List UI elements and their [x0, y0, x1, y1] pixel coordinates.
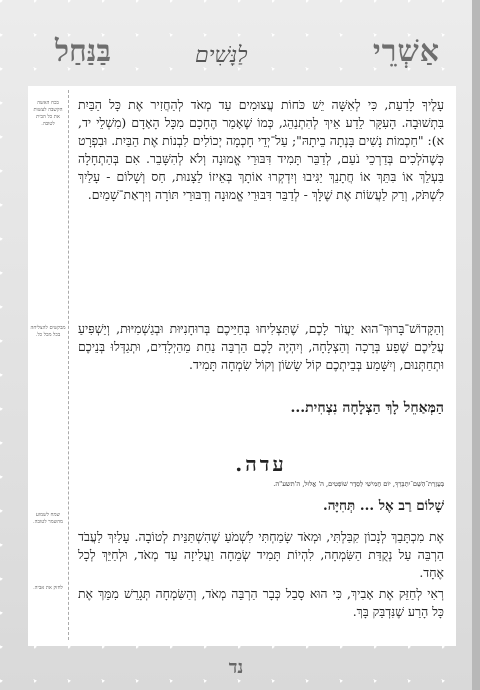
margin-note-2: מבקשים להצליחה בכל מכל כל. — [30, 325, 66, 338]
page-number: נד — [228, 657, 244, 678]
signature: הַמְּאַחֵל לָךְ הַצְלָחָה נִצְחִית... — [290, 400, 444, 416]
paragraph-2: וְהַקָּדוֹשׁ־בָּרוּךְ־הוּא יַעֲזֹר לָכֶם, שֶׁתַּצְלִיחוּ בְּחַיֵּיכֶם בְּרוּחָנִיּוּת וּבְגַשְׁמִיּוּת, וְיַשְׁפִּיעַ עֲלֵיכֶם שֶׁפַע בְּרָכָה וְהַצְלָחָה, וְיִהְיֶה לָכֶם הַרְבֵּה נַחַת מֵהַיְלָדִים, וּתְגַדְּלוּ בְּנֵיכֶם וּתְחַתְּנוּם, וְיִשָּׁמַע בְּבֵיתְכֶם קוֹל שָׂשׂוֹן וְקוֹל שִׂמְחָה תָּמִיד. — [78, 321, 444, 372]
date-line: בְּעֶזְרַת־הַשֵּׁם־יִתְבָּרַךְ, יוֹם חֲמִישִׁי לְסֵדֶר שׁוֹפְטִים, ה' אֱלוּל, ה'תשע"ה. — [273, 480, 444, 488]
header-logo-middle: לַנָּשִׁים — [195, 43, 248, 68]
header-logo-left: בַּנַּחַל — [55, 34, 112, 69]
page-edge — [472, 0, 480, 690]
margin-note-1: בכח האשה הקשבה לעשות את כל הבית לטובה. — [33, 100, 63, 127]
header-logo-right: אַשְׁרֵי — [372, 34, 440, 69]
paragraph-3: אֶת מִכְתָּבֵךְ לְנָכוֹן קִבַּלְתִּי, וּמְאֹד שָׂמַחְתִּי לִשְׁמֹעַ שֶׁהִשְׁתַּנֵּית לְטוֹבָה. עָלַיִךְ לַעֲבֹד הַרְבֵּה עַל נְקֻדַּת הַשִּׂמְחָה, לִהְיוֹת תָּמִיד שְׂמֵחָה וַעֲלִיזָה עַד מְאֹד, וּלְחַיֵּךְ לְכָל אֶחָד. — [78, 529, 444, 580]
page-header — [0, 28, 472, 84]
paragraph-4: רְאִי לְחַזֵּק אֶת אָבִיךְ, כִּי הוּא סָבַל כְּבָר הַרְבֵּה מְאֹד, וְהַשִּׂמְחָה תְּגָרֵשׁ מִמֵּךְ אֶת כָּל הָרַע שֶׁנִּדְבַּק בָּךְ. — [78, 586, 444, 619]
margin-note-3: שמח לשמוע מהשמר לטובה. — [33, 512, 63, 525]
section-title: עדה. — [235, 452, 287, 476]
greeting: שָׁלוֹם רַב אֶל ... תְּחִיָּה. — [323, 498, 444, 514]
margin-divider — [68, 90, 69, 640]
paragraph-1: עָלֶיךָ לָדַעַת, כִּי לְאִשָּׁה יֵשׁ כֹּחוֹת עֲצוּמִים עַד מְאֹד לְהַחֲזִיר אֶת כָּל הַבַּיִת בִּתְשׁוּבָה. הָעִקָּר לֵדַע אֵיךְ לְהִתְנַהֵג, כְּמוֹ שֶׁאָמַר הֶחָכָם מִכָּל הָאָדָם (מִשְׁלֵי יד, א): "חַכְמוֹת נָשִׁים בָּנְתָה בֵיתָהּ"; עַל־יְדֵי חָכְמָה יְכוֹלִים לִבְנוֹת אֶת הַבַּיִת. וּבִפְרָט כְּשֶׁהֹלְכִים בְּדַרְכֵי נֹעַם, לְדַבֵּר תָּמִיד דִּבּוּרֵי אֱמוּנָה וְלֹא לְהִשָּׁבֵר. אִם בְּהַתְחָלָה בַּעְלֵךְ אוֹ בִּתֵּךְ אוֹ חֲתָנֵךְ יַגִּיבוּ וְיִדְקְרוּ אוֹתָךְ בְּאֵיזוֹ לֵצָנוּת, חַס וְשָׁלוֹם - עָלַיִךְ לִשְׁתֹּק, וְרַק לַעֲשׂוֹת אֶת שֶׁלָּךְ - לְדַבֵּר דִּבּוּרֵי אֱמוּנָה וְדִבּוּרֵי תּוֹרָה וְיִרְאַת־שָׁמַיִם. — [78, 97, 444, 202]
margin-note-4: לחזק את אביה. — [33, 585, 63, 591]
